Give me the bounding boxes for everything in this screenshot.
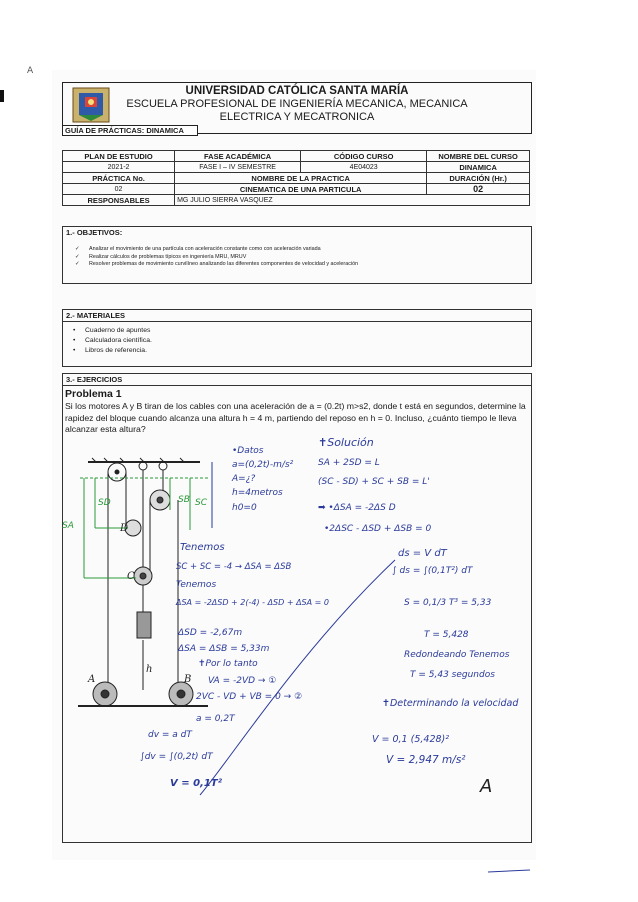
header-responsables: RESPONSABLES xyxy=(63,195,175,206)
label-sc: SC xyxy=(195,498,207,508)
objetivo-item: ✓ Realizar cálculos de problemas típicos en ingeniería MRU, MRUV xyxy=(89,254,531,262)
problem-statement: Si los motores A y B tiran de los cables con una aceleración de a = (0.2t) m>s2, donde t está en segundos, determine la rapidez del bloque cuando alcanza una altura h = 4 m, partiendo del reposo en h = 0. Incluso, ¿cuánto tiempo le lleva alcanzar esta altura? xyxy=(65,401,526,434)
hw-r3: S = 0,1/3 T³ = 5,33 xyxy=(404,598,492,608)
corner-mark: A xyxy=(27,66,34,76)
hw-tenemos-2: Tenemos xyxy=(176,580,217,590)
value-codigo: 4E04023 xyxy=(301,162,427,173)
hw-r9: V = 2,947 m/s² xyxy=(386,754,466,766)
hw-eq11: a = 0,2T xyxy=(196,714,235,724)
hw-r2: ∫ ds = ∫(0,1T²) dT xyxy=(392,566,473,576)
hw-r6: T = 5,43 segundos xyxy=(410,670,495,680)
hw-signature: A xyxy=(480,776,493,797)
hw-datos-h: h=4metros xyxy=(232,488,283,498)
label-sb: SB xyxy=(178,495,190,505)
hw-tenemos-1: Tenemos xyxy=(180,542,225,553)
value-practica: 02 xyxy=(63,184,175,195)
objetivo-item: ✓ Analizar el movimiento de una partícula con aceleración constante como con aceleración variada xyxy=(89,246,531,254)
material-item: • Calculadora científica. xyxy=(85,336,531,346)
hw-datos-h0: h0=0 xyxy=(232,503,257,513)
hw-r8: V = 0,1 (5,428)² xyxy=(372,734,450,745)
value-responsables: MG JULIO SIERRA VASQUEZ xyxy=(175,195,530,206)
hw-eq1: SA + 2SD = L xyxy=(318,458,380,468)
guide-title: GUÍA DE PRÁCTICAS: DINAMICA xyxy=(62,125,198,136)
hw-eq9: VA = -2VD → ① xyxy=(208,676,277,686)
hw-solucion: ✝Solución xyxy=(318,436,374,449)
hw-eq4: •2ΔSC - ΔSD + ΔSB = 0 xyxy=(324,524,432,534)
hw-datos-v: A=¿? xyxy=(232,474,256,484)
label-sd: SD xyxy=(98,498,111,508)
hw-por-tanto: ✝Por lo tanto xyxy=(198,659,258,669)
hw-eq12: dv = a dT xyxy=(148,730,192,740)
hw-r4: T = 5,428 xyxy=(424,630,469,640)
hw-eq3: ➡ •ΔSA = -2ΔS D xyxy=(318,503,396,513)
label-pulley-d: D xyxy=(120,523,129,534)
hw-r7: ✝Determinando la velocidad xyxy=(382,698,519,709)
hw-r1: ds = V dT xyxy=(398,548,447,559)
hw-datos: •Datos xyxy=(232,446,264,456)
school-line-2: ELECTRICA Y MECATRONICA xyxy=(219,111,375,123)
hw-eq2: (SC - SD) + SC + SB = L' xyxy=(318,477,430,487)
label-sa: SA xyxy=(62,521,74,531)
value-nombre: DINAMICA xyxy=(427,162,530,173)
hw-r5: Redondeando Tenemos xyxy=(404,650,510,660)
objetivos-title: 1.- OBJETIVOS: xyxy=(66,228,123,237)
hw-eq7: ΔSD = -2,67m xyxy=(178,628,243,638)
hw-eq13: ∫dv = ∫(0,2t) dT xyxy=(140,752,213,762)
value-plan: 2021-2 xyxy=(63,162,175,173)
label-motor-a: A xyxy=(88,674,96,685)
header-practica: PRÁCTICA No. xyxy=(63,173,175,184)
school-line-1: ESCUELA PROFESIONAL DE INGENIERÍA MECANICA, MECANICA xyxy=(126,98,468,110)
value-fase: FASE I – IV SEMESTRE xyxy=(175,162,301,173)
label-pulley-c: C xyxy=(127,571,135,582)
label-motor-b: B xyxy=(184,674,192,685)
hw-datos-a: a=(0,2t)-m/s² xyxy=(232,460,294,470)
header-duracion: DURACIÓN (Hr.) xyxy=(427,173,530,184)
material-item: • Libros de referencia. xyxy=(85,346,531,356)
objetivo-item: ✓ Resolver problemas de movimiento curvilíneo analizando las diferentes componentes de velocidad y aceleración xyxy=(89,261,531,269)
materiales-title: 2.- MATERIALES xyxy=(63,310,531,322)
problem-title: Problema 1 xyxy=(65,388,122,400)
value-duracion: 02 xyxy=(427,184,530,195)
hw-eq8: ΔSA = ΔSB = 5,33m xyxy=(178,644,270,654)
header-fase: FASE ACADÉMICA xyxy=(175,151,301,162)
value-nombre-practica: CINEMATICA DE UNA PARTICULA xyxy=(175,184,427,195)
header-nombre-practica: NOMBRE DE LA PRACTICA xyxy=(175,173,427,184)
header-codigo: CÓDIGO CURSO xyxy=(301,151,427,162)
hw-eq5: SC + SC = -4 → ΔSA = ΔSB xyxy=(176,562,292,572)
header-nombre: NOMBRE DEL CURSO xyxy=(427,151,530,162)
hw-eq6: ΔSA = -2ΔSD + 2(-4) - ΔSD + ΔSA = 0 xyxy=(176,598,329,607)
hw-eq10: 2VC - VD + VB = 0 → ② xyxy=(196,692,303,702)
hw-eq14: V = 0,1T² xyxy=(170,778,222,789)
ejercicios-title: 3.- EJERCICIOS xyxy=(63,374,531,386)
university-name: UNIVERSIDAD CATÓLICA SANTA MARÍA xyxy=(185,85,409,97)
header-plan: PLAN DE ESTUDIO xyxy=(63,151,175,162)
label-height-h: h xyxy=(146,664,153,675)
material-item: • Cuaderno de apuntes xyxy=(85,326,531,336)
